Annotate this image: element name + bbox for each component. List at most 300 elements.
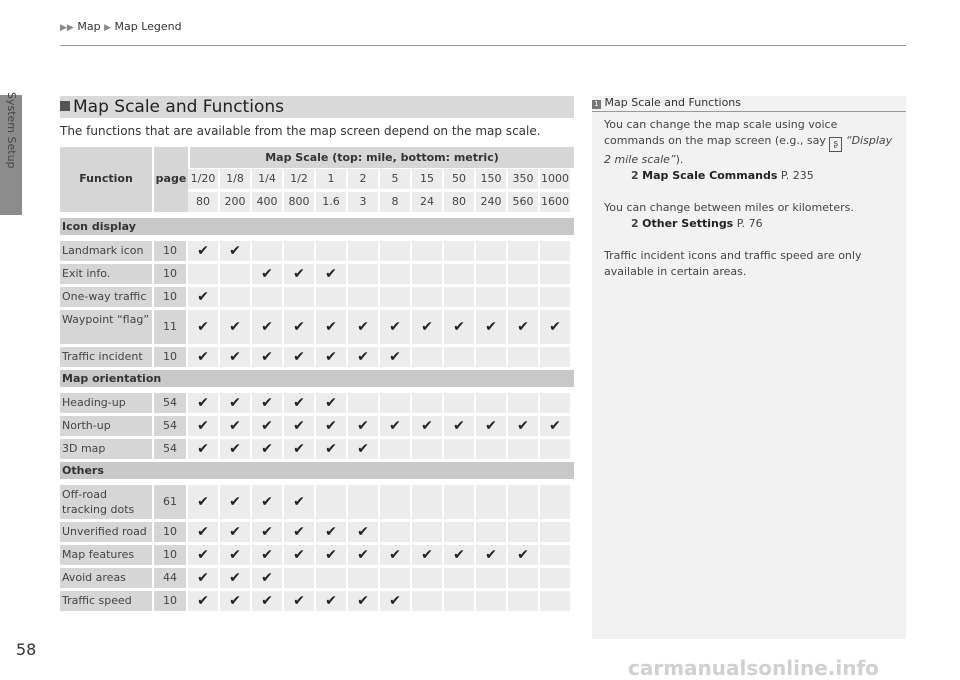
table-row (60, 568, 574, 588)
check-icon: ✔ (293, 418, 305, 434)
check-icon: ✔ (389, 593, 401, 609)
empty-cell (508, 485, 540, 519)
table-row (60, 485, 574, 519)
check-icon: ✔ (293, 593, 305, 609)
page-cell[interactable]: 61 (154, 485, 188, 519)
check-icon: ✔ (261, 418, 273, 434)
note-ref2-page: P. 76 (736, 217, 763, 230)
check-icon: ✔ (293, 524, 305, 540)
empty-cell (508, 439, 540, 459)
check-icon: ✔ (421, 319, 433, 335)
table-row (60, 264, 574, 284)
page-cell[interactable]: 10 (154, 545, 188, 565)
scale-metric-cell: 400 (252, 192, 284, 212)
check-icon (220, 591, 252, 611)
check-icon (316, 439, 348, 459)
check-icon (476, 545, 508, 565)
check-icon: ✔ (197, 395, 209, 411)
scale-mile-cell: 2 (348, 169, 380, 189)
header-divider (60, 45, 906, 46)
scale-metric-cell: 80 (188, 192, 220, 212)
note-body (604, 117, 899, 280)
check-icon: ✔ (229, 494, 241, 510)
check-icon: ✔ (261, 349, 273, 365)
side-label: System Setup (5, 92, 18, 169)
empty-cell (540, 393, 572, 413)
check-icon (508, 416, 540, 436)
check-icon: ✔ (261, 395, 273, 411)
check-icon: ✔ (325, 547, 337, 563)
check-icon (220, 416, 252, 436)
check-icon: ✔ (197, 243, 209, 259)
empty-cell (476, 439, 508, 459)
note-icon: 1 (592, 100, 601, 109)
chevron-right-icon: ▶ (104, 23, 111, 33)
empty-cell (476, 287, 508, 307)
scale-metric-cell: 8 (380, 192, 412, 212)
empty-cell (284, 287, 316, 307)
check-icon: ✔ (293, 266, 305, 282)
check-icon: ✔ (389, 418, 401, 434)
check-icon: ✔ (453, 547, 465, 563)
check-icon: ✔ (293, 395, 305, 411)
scale-mile-cell: 350 (508, 169, 540, 189)
check-icon: ✔ (357, 547, 369, 563)
talk-icon: ʂ (829, 137, 842, 152)
check-icon (540, 310, 572, 344)
check-icon (380, 416, 412, 436)
check-icon: ✔ (357, 349, 369, 365)
page-cell[interactable]: 10 (154, 287, 188, 307)
note-p1-text: You can change the map scale using voice commands on the map screen (e.g., say (604, 118, 838, 147)
empty-cell (380, 568, 412, 588)
empty-cell (540, 591, 572, 611)
check-icon: ✔ (517, 319, 529, 335)
function-cell: Avoid areas (60, 568, 154, 588)
check-icon: ✔ (229, 593, 241, 609)
scale-metric-cell: 800 (284, 192, 316, 212)
check-icon: ✔ (293, 494, 305, 510)
check-icon (188, 591, 220, 611)
square-bullet-icon (60, 101, 70, 111)
check-icon: ✔ (261, 266, 273, 282)
check-icon: ✔ (197, 418, 209, 434)
check-icon: ✔ (261, 593, 273, 609)
check-icon (444, 545, 476, 565)
check-icon (220, 522, 252, 542)
page-cell[interactable]: 10 (154, 522, 188, 542)
check-icon (220, 439, 252, 459)
check-icon: ✔ (293, 547, 305, 563)
empty-cell (508, 393, 540, 413)
check-icon (188, 310, 220, 344)
header-scale: Map Scale (top: mile, bottom: metric) (190, 147, 574, 168)
empty-cell (540, 264, 572, 284)
scale-mile-cell: 50 (444, 169, 476, 189)
check-icon (284, 522, 316, 542)
table-row (60, 241, 574, 261)
check-icon (444, 310, 476, 344)
scale-mile-cell: 1000 (540, 169, 572, 189)
check-icon (412, 416, 444, 436)
scale-mile-cell: 1/4 (252, 169, 284, 189)
check-icon (508, 545, 540, 565)
check-icon (316, 347, 348, 367)
check-icon: ✔ (485, 319, 497, 335)
page-cell[interactable]: 54 (154, 439, 188, 459)
empty-cell (412, 485, 444, 519)
scale-metric-cell: 1600 (540, 192, 572, 212)
empty-cell (412, 393, 444, 413)
watermark: carmanualsonline.info (628, 656, 879, 680)
check-icon: ✔ (229, 524, 241, 540)
page-cell[interactable]: 11 (154, 310, 188, 344)
table-row (60, 522, 574, 542)
check-icon: ✔ (325, 349, 337, 365)
check-icon (220, 241, 252, 261)
empty-cell (444, 264, 476, 284)
function-cell: One-way traffic (60, 287, 154, 307)
check-icon (252, 522, 284, 542)
empty-cell (412, 264, 444, 284)
empty-cell (380, 439, 412, 459)
check-icon: ✔ (261, 570, 273, 586)
check-icon (252, 416, 284, 436)
empty-cell (540, 545, 572, 565)
section-title-text: Map Scale and Functions (73, 97, 284, 117)
check-icon: ✔ (261, 319, 273, 335)
check-icon (380, 545, 412, 565)
check-icon: ✔ (517, 418, 529, 434)
check-icon: ✔ (197, 524, 209, 540)
empty-cell (476, 264, 508, 284)
empty-cell (444, 522, 476, 542)
check-icon: ✔ (197, 570, 209, 586)
check-icon (412, 310, 444, 344)
empty-cell (284, 241, 316, 261)
check-icon (220, 310, 252, 344)
check-icon (316, 416, 348, 436)
check-icon: ✔ (293, 441, 305, 457)
check-icon: ✔ (325, 441, 337, 457)
reference-icon: 2 (631, 169, 639, 182)
page-cell[interactable]: 54 (154, 416, 188, 436)
check-icon (380, 347, 412, 367)
empty-cell (476, 522, 508, 542)
empty-cell (444, 485, 476, 519)
check-icon (348, 522, 380, 542)
function-cell: Traffic incident (60, 347, 154, 367)
check-icon: ✔ (229, 441, 241, 457)
check-icon (188, 241, 220, 261)
check-icon: ✔ (389, 349, 401, 365)
empty-cell (508, 591, 540, 611)
empty-cell (348, 241, 380, 261)
scale-mile-row (188, 169, 572, 189)
empty-cell (444, 347, 476, 367)
check-icon (220, 545, 252, 565)
check-icon (316, 310, 348, 344)
check-icon (188, 287, 220, 307)
empty-cell (412, 591, 444, 611)
check-icon (284, 264, 316, 284)
function-cell: Exit info. (60, 264, 154, 284)
note-p1-end: ). (675, 153, 684, 166)
check-icon (284, 347, 316, 367)
note-ref1-label: Map Scale Commands (642, 169, 778, 182)
table-row (60, 416, 574, 436)
empty-cell (348, 485, 380, 519)
check-icon (348, 545, 380, 565)
intro-text: The functions that are available from the map screen depend on the map scale. (60, 124, 541, 138)
scale-mile-cell: 5 (380, 169, 412, 189)
check-icon: ✔ (357, 441, 369, 457)
note-title-text: Map Scale and Functions (604, 96, 742, 109)
empty-cell (476, 568, 508, 588)
check-icon (252, 310, 284, 344)
empty-cell (348, 264, 380, 284)
check-icon: ✔ (197, 593, 209, 609)
scale-mile-cell: 150 (476, 169, 508, 189)
empty-cell (380, 522, 412, 542)
check-icon (252, 393, 284, 413)
group-header: Others (60, 462, 574, 479)
note-ref2-label: Other Settings (642, 217, 734, 230)
note-title (592, 96, 906, 112)
check-icon (220, 347, 252, 367)
page-cell[interactable]: 10 (154, 347, 188, 367)
check-icon: ✔ (357, 593, 369, 609)
check-icon: ✔ (261, 547, 273, 563)
scale-mile-cell: 1/2 (284, 169, 316, 189)
check-icon (316, 591, 348, 611)
check-icon (220, 485, 252, 519)
note-ref-1[interactable] (631, 168, 899, 184)
check-icon: ✔ (325, 418, 337, 434)
check-icon (348, 310, 380, 344)
empty-cell (508, 568, 540, 588)
scale-metric-cell: 200 (220, 192, 252, 212)
function-cell: Off-road tracking dots (60, 485, 154, 519)
empty-cell (444, 439, 476, 459)
table-row (60, 393, 574, 413)
empty-cell (412, 241, 444, 261)
check-icon (476, 416, 508, 436)
check-icon (252, 485, 284, 519)
check-icon (540, 416, 572, 436)
check-icon (284, 416, 316, 436)
check-icon (348, 416, 380, 436)
empty-cell (412, 522, 444, 542)
check-icon: ✔ (325, 395, 337, 411)
empty-cell (220, 287, 252, 307)
empty-cell (540, 568, 572, 588)
group-header: Map orientation (60, 370, 574, 387)
empty-cell (540, 485, 572, 519)
empty-cell (444, 241, 476, 261)
check-icon (284, 545, 316, 565)
check-icon: ✔ (261, 441, 273, 457)
check-icon: ✔ (549, 319, 561, 335)
check-icon (348, 347, 380, 367)
check-icon: ✔ (229, 349, 241, 365)
function-cell: Traffic speed (60, 591, 154, 611)
empty-cell (476, 241, 508, 261)
empty-cell (508, 522, 540, 542)
check-icon: ✔ (421, 547, 433, 563)
empty-cell (476, 485, 508, 519)
check-icon: ✔ (293, 319, 305, 335)
check-icon: ✔ (357, 418, 369, 434)
scale-mile-cell: 15 (412, 169, 444, 189)
empty-cell (380, 241, 412, 261)
function-cell: Landmark icon (60, 241, 154, 261)
empty-cell (252, 287, 284, 307)
scale-metric-cell: 1.6 (316, 192, 348, 212)
header-function (60, 147, 152, 212)
group-header: Icon display (60, 218, 574, 235)
page-cell[interactable]: 44 (154, 568, 188, 588)
page-cell[interactable]: 10 (154, 591, 188, 611)
check-icon (284, 485, 316, 519)
empty-cell (540, 287, 572, 307)
check-icon: ✔ (485, 418, 497, 434)
check-icon: ✔ (197, 547, 209, 563)
check-icon: ✔ (229, 395, 241, 411)
table-row (60, 439, 574, 459)
check-icon: ✔ (325, 319, 337, 335)
check-icon (220, 393, 252, 413)
header-page (154, 147, 188, 212)
scale-metric-cell: 80 (444, 192, 476, 212)
empty-cell (444, 393, 476, 413)
empty-cell (380, 287, 412, 307)
empty-cell (476, 591, 508, 611)
empty-cell (316, 485, 348, 519)
empty-cell (284, 568, 316, 588)
note-paragraph-3: Traffic incident icons and traffic speed are only available in certain areas. (604, 249, 862, 278)
table-body (60, 218, 574, 611)
breadcrumb-item-map-legend[interactable]: Map Legend (114, 20, 182, 33)
empty-cell (508, 287, 540, 307)
breadcrumb-item-map[interactable]: Map (77, 20, 101, 33)
check-icon (252, 545, 284, 565)
check-icon (444, 416, 476, 436)
check-icon: ✔ (229, 418, 241, 434)
check-icon: ✔ (229, 243, 241, 259)
function-cell: 3D map (60, 439, 154, 459)
check-icon (284, 439, 316, 459)
check-icon (508, 310, 540, 344)
empty-cell (540, 522, 572, 542)
map-scale-table (60, 147, 574, 614)
check-icon: ✔ (389, 319, 401, 335)
check-icon (188, 485, 220, 519)
scale-metric-cell: 24 (412, 192, 444, 212)
empty-cell (220, 264, 252, 284)
page-cell[interactable]: 54 (154, 393, 188, 413)
check-icon (284, 393, 316, 413)
check-icon (284, 310, 316, 344)
function-cell: Unverified road (60, 522, 154, 542)
check-icon: ✔ (485, 547, 497, 563)
empty-cell (540, 439, 572, 459)
empty-cell (444, 287, 476, 307)
check-icon: ✔ (389, 547, 401, 563)
check-icon (188, 522, 220, 542)
empty-cell (508, 264, 540, 284)
check-icon (380, 591, 412, 611)
check-icon: ✔ (197, 289, 209, 305)
empty-cell (252, 241, 284, 261)
note-ref-2[interactable] (631, 216, 899, 232)
check-icon: ✔ (293, 349, 305, 365)
empty-cell (540, 347, 572, 367)
empty-cell (348, 568, 380, 588)
function-cell: Heading-up (60, 393, 154, 413)
section-title (60, 96, 574, 118)
empty-cell (444, 568, 476, 588)
check-icon (188, 347, 220, 367)
empty-cell (380, 485, 412, 519)
scale-metric-row (188, 192, 572, 212)
page-number: 58 (16, 640, 37, 659)
check-icon (220, 568, 252, 588)
function-cell: North-up (60, 416, 154, 436)
page-cell[interactable]: 10 (154, 264, 188, 284)
page-cell[interactable]: 10 (154, 241, 188, 261)
note-ref1-page: P. 235 (780, 169, 814, 182)
check-icon (348, 439, 380, 459)
empty-cell (188, 264, 220, 284)
scale-metric-cell: 560 (508, 192, 540, 212)
check-icon: ✔ (197, 494, 209, 510)
check-icon: ✔ (325, 593, 337, 609)
empty-cell (316, 287, 348, 307)
empty-cell (508, 347, 540, 367)
check-icon: ✔ (325, 266, 337, 282)
header-function-label: Function (79, 172, 133, 185)
empty-cell (348, 393, 380, 413)
check-icon (188, 393, 220, 413)
check-icon: ✔ (453, 418, 465, 434)
empty-cell (316, 241, 348, 261)
check-icon: ✔ (453, 319, 465, 335)
empty-cell (380, 264, 412, 284)
empty-cell (508, 241, 540, 261)
table-row (60, 310, 574, 344)
chevron-right-icon: ▶▶ (60, 23, 74, 33)
check-icon (316, 522, 348, 542)
empty-cell (476, 347, 508, 367)
breadcrumb (60, 20, 182, 33)
check-icon (316, 393, 348, 413)
table-row (60, 591, 574, 611)
note-p1-quote: “Display 2 mile scale” (604, 134, 893, 166)
check-icon (380, 310, 412, 344)
check-icon (188, 545, 220, 565)
check-icon: ✔ (325, 524, 337, 540)
scale-mile-cell: 1 (316, 169, 348, 189)
check-icon (252, 439, 284, 459)
scale-metric-cell: 3 (348, 192, 380, 212)
scale-metric-cell: 240 (476, 192, 508, 212)
reference-icon: 2 (631, 217, 639, 230)
note-paragraph-2: You can change between miles or kilometers. (604, 201, 854, 214)
empty-cell (412, 347, 444, 367)
empty-cell (380, 393, 412, 413)
empty-cell (412, 568, 444, 588)
